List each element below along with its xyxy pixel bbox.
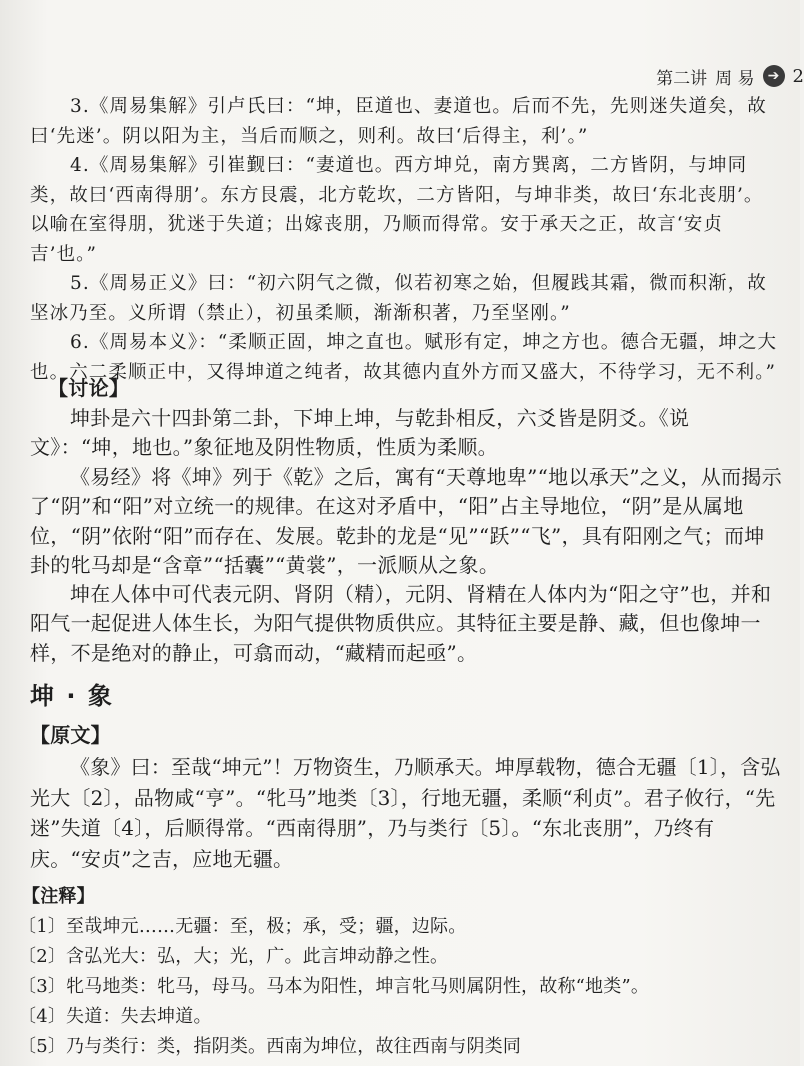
discussion-paragraph: 坤卦是六十四卦第二卦，下坤上坤，与乾卦相反，六爻皆是阴爻。《说文》：“坤，地也。”象征地及阴性物质，性质为柔顺。 [30,406,690,460]
quote-6: 6.《周易本义》：“柔顺正固，坤之直也。赋形有定，坤之方也。德合无疆，坤之大也。六二柔顺正中，又得坤道之纯者，故其德内直外方而又盛大，不待学习，无不利。” [30,332,778,383]
quote-4: 4.《周易集解》引崔觐曰：“妻道也。西方坤兑，南方巽离，二方皆阴，与坤同类，故曰‘西南得朋’。东方艮震，北方乾坎，二方皆阳，与坤非类，故曰‘东北丧朋’。以喻在室得朋，犹迷于失道；出嫁丧朋，乃顺而得常。安于承天之正，故言‘安贞吉’也。” [30,155,764,265]
original-heading: 【原文】 [30,723,111,747]
note-item: 〔1〕至哉坤元……无疆：至，极；承，受；疆，边际。 [18,916,467,937]
chapter-title: 周 易 [715,68,755,89]
note-item: 〔3〕牝马地类：牝马，母马。马本为阳性，坤言牝马则属阴性，故称“地类”。 [18,976,650,997]
note-item: 〔2〕含弘光大：弘，大；光，广。此言坤动静之性。 [18,946,449,967]
arrow-right-icon: ➔ [763,65,785,87]
notes-heading: 【注释】 [22,886,95,907]
chapter-label: 第二讲 [656,68,708,89]
quote-3: 3.《周易集解》引卢氏曰：“坤，臣道也、妻道也。后而不先，先则迷失道矣，故曰‘先迷’。阴以阳为主，当后而顺之，则利。故曰‘后得主，利’。” [30,96,767,147]
note-item: 〔4〕失道：失去坤道。 [18,1006,212,1027]
original-text: 《象》曰：至哉“坤元”！万物资生，乃顺承天。坤厚载物，德合无疆〔1〕，含弘光大〔2〕，品物咸“亨”。“牝马”地类〔3〕，行地无疆，柔顺“利贞”。君子攸行，“先迷”失道〔4〕，后顺得常。“西南得朋”，乃与类行〔5〕。“东北丧朋”，乃终有庆。“安贞”之吉，应地无疆。 [30,755,781,871]
quote-5: 5.《周易正义》曰：“初六阴气之微，似若初寒之始，但履践其霜，微而积渐，故坚冰乃至。义所谓（禁止），初虽柔顺，渐渐积著，乃至坚刚。” [30,273,767,324]
running-header [656,62,804,90]
discussion-heading: 【讨论】 [48,376,130,400]
section-title: 坤 · 象 [30,682,114,710]
discussion-paragraph: 《易经》将《坤》列于《乾》之后，寓有“天尊地卑”“地以承天”之义，从而揭示了“阴”和“阳”对立统一的规律。在这对矛盾中，“阳”占主导地位，“阴”是从属地位，“阴”依附“阳”而存在、发展。乾卦的龙是“见”“跃”“飞”，具有阳刚之气；而坤卦的牝马却是“含章”“括囊”“黄裳”，一派顺从之象。 [30,465,782,577]
discussion-paragraph: 坤在人体中可代表元阴、肾阴（精），元阴、肾精在人体内为“阳之守”也，并和阳气一起促进人体生长，为阳气提供物质供应。其特征主要是静、藏，但也像坤一样，不是绝对的静止，可翕而动，“藏精而起亟”。 [30,582,772,665]
page-number: 2 [792,65,804,87]
note-item: 〔5〕乃与类行：类，指阴类。西南为坤位，故往西南与阴类同 [18,1036,522,1057]
